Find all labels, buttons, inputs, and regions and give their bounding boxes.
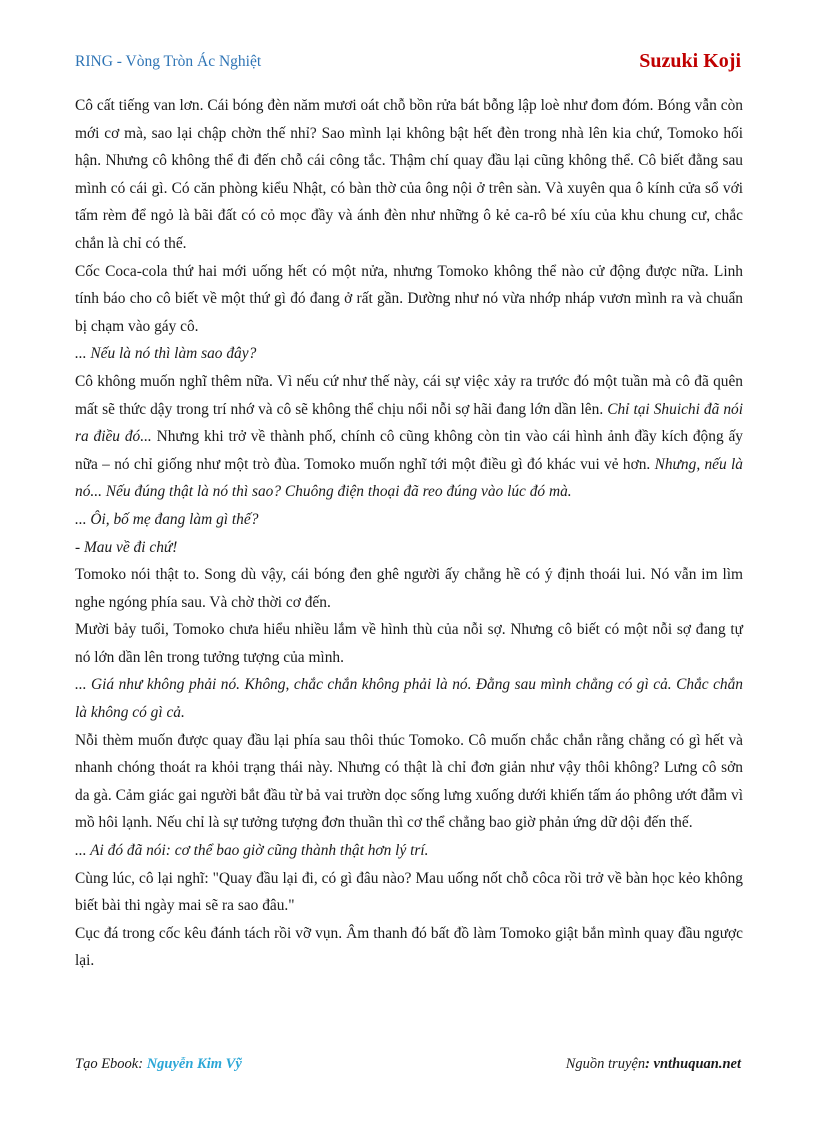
text-run: Tomoko nói thật to. Song dù vậy, cái bóng đen ghê người ấy chẳng hề có ý định thoái lui. Nó vẫn im lìm nghe ngóng phía sau. Và chờ thời cơ đến. bbox=[75, 566, 743, 611]
paragraph bbox=[75, 340, 743, 368]
paragraph bbox=[75, 534, 743, 562]
text-run: Cô không muốn nghĩ thêm nữa. Vì nếu cứ như thế này, cái sự việc xảy ra trước đó một tuần mà cô đã quên mất sẽ thức dậy trong trí nhớ và cô sẽ không thể chịu nổi nỗi sợ hãi đang lớn dần lên. bbox=[75, 372, 743, 418]
italic-text-run: ... Ôi, bố mẹ đang làm gì thế? bbox=[75, 510, 259, 528]
paragraph bbox=[75, 561, 743, 616]
text-run: Cốc Coca-cola thứ hai mới uống hết có một nửa, nhưng Tomoko không thể nào cử động được nữa. Linh tính báo cho cô biết về một thứ gì đó đang ở rất gần. Dường như nó vừa nhớp nháp vươn mình ra và chuẩn bị chạm vào gáy cô. bbox=[75, 262, 743, 335]
paragraph bbox=[75, 258, 743, 341]
text-run: Cục đá trong cốc kêu đánh tách rồi vỡ vụn. Âm thanh đó bất đồ làm Tomoko giật bắn mình quay đầu ngược lại. bbox=[75, 924, 743, 970]
paragraph bbox=[75, 865, 743, 920]
italic-text-run: ... Nếu là nó thì làm sao đây? bbox=[75, 345, 257, 363]
italic-text-run: - Mau về đi chứ! bbox=[75, 538, 178, 556]
source-label: Nguồn truyện bbox=[565, 1056, 646, 1072]
paragraph bbox=[75, 671, 743, 726]
text-run: Cùng lúc, cô lại nghĩ: "Quay đầu lại đi, có gì đâu nào? Mau uống nốt chỗ côca rồi trở về bàn học kẻo không biết bài thi ngày mai sẽ ra sao đâu." bbox=[75, 869, 743, 915]
paragraph bbox=[75, 727, 743, 837]
italic-text-run: ... Ai đó đã nói: cơ thể bao giờ cũng thành thật hơn lý trí. bbox=[75, 842, 429, 860]
book-title: RING - Vòng Tròn Ác Nghiệt bbox=[75, 53, 262, 70]
ebook-separator: : bbox=[138, 1056, 147, 1072]
paragraph bbox=[75, 920, 743, 975]
ebook-creator-name: Nguyễn Kim Vỹ bbox=[146, 1056, 242, 1072]
author-name: Suzuki Koji bbox=[639, 50, 741, 72]
story-body bbox=[75, 92, 743, 975]
page-footer bbox=[75, 1056, 741, 1078]
italic-text-run: Chỉ tại Shuichi đã nói ra điều đó... bbox=[75, 400, 743, 446]
page-header bbox=[75, 50, 741, 76]
text-run: Mười bảy tuổi, Tomoko chưa hiểu nhiều lắm về hình thù của nỗi sợ. Nhưng cô biết có một nỗi sợ đang tự nó lớn dần lên trong tưởng tượng của mình. bbox=[75, 621, 743, 666]
paragraph bbox=[75, 92, 743, 258]
source-credit bbox=[566, 1056, 741, 1073]
italic-text-run: Nhưng, nếu là nó... Nếu đúng thật là nó thì sao? Chuông điện thoại đã reo đúng vào lúc đó mà. bbox=[75, 455, 743, 501]
ebook-label: Tạo Ebook bbox=[75, 1056, 139, 1072]
source-site: vnthuquan.net bbox=[653, 1056, 741, 1072]
paragraph bbox=[75, 616, 743, 671]
ebook-credit bbox=[75, 1056, 242, 1073]
text-run: Nhưng khi trở về thành phố, chính cô cũng không còn tin vào cái hình ảnh đầy kích động ấy nữa – nó chỉ giống như một trò đùa. Tomoko muốn nghĩ tới một điều gì đó khác vui vẻ hơn. bbox=[75, 428, 743, 473]
italic-text-run: ... Giá như không phải nó. Không, chắc chắn không phải là nó. Đằng sau mình chẳng có gì cả. Chắc chắn là không có gì cả. bbox=[75, 676, 743, 722]
source-separator: : bbox=[645, 1056, 654, 1072]
paragraph bbox=[75, 368, 743, 506]
text-run: Cô cất tiếng van lơn. Cái bóng đèn năm mươi oát chỗ bồn rửa bát bỗng lập loè như đom đóm. Bóng vẫn còn mới cơ mà, sao lại chập chờn thế nhỉ? Sao mình lại không bật hết đèn trong nhà lên kia chứ, Tomoko hối hận. Nhưng cô không thể đi đến chỗ cái công tắc. Thậm chí quay đầu lại cũng không thể. Cô biết đằng sau mình có cái gì. Có căn phòng kiểu Nhật, có bàn thờ của ông nội ở trên sàn. Và xuyên qua ô kính cửa sổ với tấm rèm để ngỏ là bãi đất có cỏ mọc đầy và ánh đèn như những ô kẻ ca-rô bé xíu của khu chung cư, chắc chắn là chỉ có thế. bbox=[75, 97, 743, 252]
paragraph bbox=[75, 506, 743, 534]
paragraph bbox=[75, 837, 743, 865]
text-run: Nỗi thèm muốn được quay đầu lại phía sau thôi thúc Tomoko. Cô muốn chắc chắn rằng chẳng có gì hết và nhanh chóng thoát ra khỏi trạng thái này. Nhưng có thật là chỉ đơn giản như vậy thôi không? Lưng cô sởn da gà. Cảm giác gai người bắt đầu từ bả vai trườn dọc sống lưng xuống dưới khiến tấm áo phông ướt đẫm vì mồ hôi lạnh. Nếu chỉ là sự tưởng tượng đơn thuần thì cơ thể chẳng bao giờ phản ứng dữ dội đến thế. bbox=[75, 731, 743, 832]
